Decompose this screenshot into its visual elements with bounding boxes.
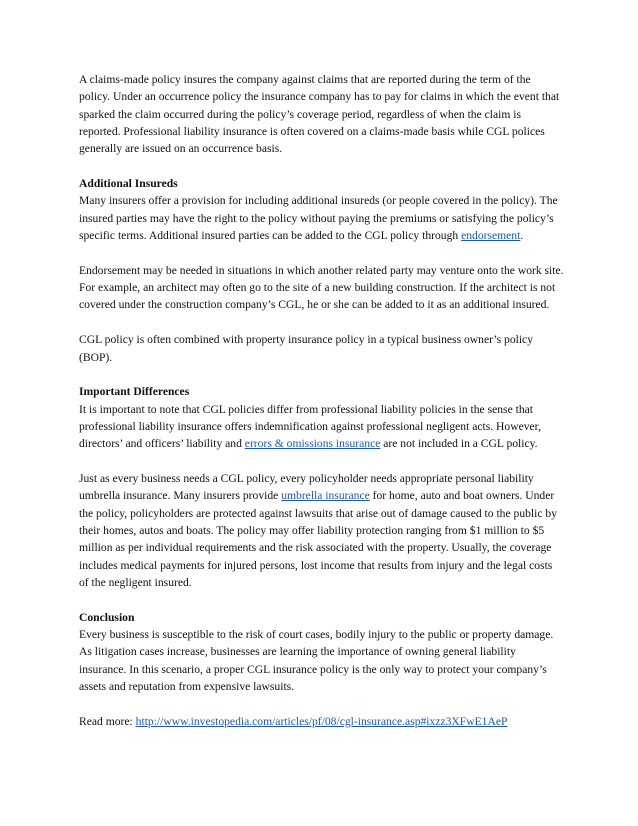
paragraph-text: It is important to note that CGL policies differ from professional liability policies in the sense that professional liability insurance offers indemnification against professional negligent acts. However, directors’ and officers’ liability and [79, 402, 541, 451]
link-read-more-url[interactable]: http://www.investopedia.com/articles/pf/08/cgl-insurance.asp#ixzz3XFwE1AeP [135, 714, 508, 728]
link-umbrella-insurance[interactable]: umbrella insurance [281, 489, 370, 503]
paragraph-text: A claims-made policy insures the company against claims that are reported during the term of the policy. Under an occurrence policy the insurance company has to pay for claims in which the event that sparked the claim occurred during the policy’s coverage period, regardless of when the claim is reported. Professional liability insurance is often covered on a claims-made basis while CGL polices generally are issued on an occurrence basis. [79, 73, 560, 156]
heading-additional-insureds: Additional Insureds [79, 177, 178, 191]
paragraph-umbrella [79, 470, 564, 591]
paragraph-text: Endorsement may be needed in situations in which another related party may venture onto the work site. For example, an architect may often go to the site of a new building construction. If the architect is not covered under the construction company’s CGL, he or she can be added to it as an additional insured. [79, 263, 564, 312]
section-important-differences [79, 383, 564, 452]
link-endorsement[interactable]: endorsement [461, 229, 521, 243]
read-more-label: Read more: [79, 714, 136, 728]
paragraph-text: Every business is susceptible to the risk of court cases, bodily injury to the public or property damage. As litigation cases increase, businesses are learning the importance of owning general liability insurance. In this scenario, a proper CGL insurance policy is the only way to protect your company’s assets and reputation from expensive lawsuits. [79, 628, 554, 694]
paragraph-text: Just as every business needs a CGL policy, every policyholder needs appropriate personal liability umbrella insurance. Many insurers provide [79, 471, 534, 503]
heading-conclusion: Conclusion [79, 610, 135, 624]
paragraph-text-end: for home, auto and boat owners. Under the policy, policyholders are protected against lawsuits that arise out of damage caused to the public by their homes, autos and boats. The policy may offer liability protection ranging from $1 million to $5 million as per individual requirements and the risk associated with the property. Usually, the coverage includes medical payments for injured persons, lost income that results from injury and the legal costs of the negligent insured. [79, 489, 557, 589]
section-additional-insureds [79, 175, 564, 244]
section-conclusion [79, 609, 564, 696]
paragraph-text: Many insurers offer a provision for including additional insureds (or people covered in the policy). The insured parties may have the right to the policy without paying the premiums or satisfying the policy’s specific terms. Additional insured parties can be added to the CGL policy through [79, 194, 558, 243]
link-errors-omissions-insurance[interactable]: errors & omissions insurance [244, 437, 381, 451]
paragraph-text: CGL policy is often combined with property insurance policy in a typical business owner’s policy (BOP). [79, 333, 533, 364]
paragraph-text-end: . [520, 229, 524, 243]
paragraph-bop [79, 331, 564, 366]
read-more-line [79, 713, 564, 730]
paragraph-claims-made [79, 71, 564, 158]
paragraph-endorsement [79, 262, 564, 314]
heading-important-differences: Important Differences [79, 385, 190, 399]
paragraph-text-end: are not included in a CGL policy. [380, 437, 538, 451]
document-body [79, 71, 564, 747]
